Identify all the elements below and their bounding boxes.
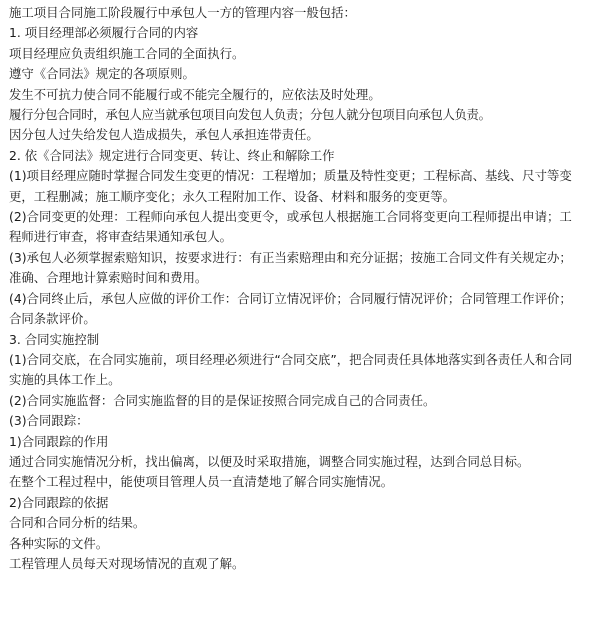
paragraph: 合同和合同分析的结果。 — [9, 515, 146, 531]
paragraph: 发生不可抗力使合同不能履行或不能完全履行的，应依法及时处理。 — [9, 86, 381, 102]
paragraph: 因分包人过失给发包人造成损失，承包人承担连带责任。 — [9, 127, 319, 143]
list-item: (3)合同跟踪： — [9, 413, 89, 429]
list-item: (2)合同实施监督：合同实施监督的目的是保证按照合同完成自己的合同责任。 — [9, 392, 436, 408]
paragraph: 履行分包合同时，承包人应当就承包项目向发包人负责；分包人就分包项目向承包人负责。 — [9, 107, 491, 123]
paragraph: 通过合同实施情况分析，找出偏离，以便及时采取措施，调整合同实施过程，达到合同总目标。 — [9, 453, 530, 469]
paragraph: 在整个工程过程中，能使项目管理人员一直清楚地了解合同实施情况。 — [9, 474, 394, 490]
sub-heading: 1)合同跟踪的作用 — [9, 433, 109, 449]
section-heading-2: 2. 依《合同法》规定进行合同变更、转让、终止和解除工作 — [9, 147, 335, 163]
list-item: (2)合同变更的处理：工程师向承包人提出变更令，或承包人根据施工合同将变更向工程师提出申请；工程师进行审查，将审查结果通知承包人。 — [9, 209, 572, 245]
paragraph: 各种实际的文件。 — [9, 535, 109, 551]
section-heading-1: 1. 项目经理部必须履行合同的内容 — [9, 25, 199, 41]
list-item: (3)承包人必须掌握索赔知识，按要求进行：有正当索赔理由和充分证据；按施工合同文件有关规定办；准确、合理地计算索赔时间和费用。 — [9, 249, 572, 286]
paragraph: 工程管理人员每天对现场情况的直观了解。 — [9, 555, 245, 571]
list-item: (1)项目经理应随时掌握合同发生变更的情况：工程增加；质量及特性变更；工程标高、基线、尺寸等变更，工程删减；施工顺序变化；永久工程附加工作、设备、材料和服务的变更等。 — [9, 168, 572, 204]
paragraph: 项目经理应负责组织施工合同的全面执行。 — [9, 45, 245, 61]
sub-heading: 2)合同跟踪的依据 — [9, 494, 109, 510]
list-item: (4)合同终止后，承包人应做的评价工作：合同订立情况评价；合同履行情况评价；合同管理工作评价；合同条款评价。 — [9, 290, 572, 327]
list-item: (1)合同交底，在合同实施前，项目经理必须进行“合同交底”，把合同责任具体地落实到各责任人和合同实施的具体工作上。 — [9, 351, 573, 388]
paragraph: 遵守《合同法》规定的各项原则。 — [9, 66, 195, 82]
section-heading-3: 3. 合同实施控制 — [9, 331, 100, 347]
intro-line: 施工项目合同施工阶段履行中承包人一方的管理内容一般包括： — [9, 5, 356, 20]
